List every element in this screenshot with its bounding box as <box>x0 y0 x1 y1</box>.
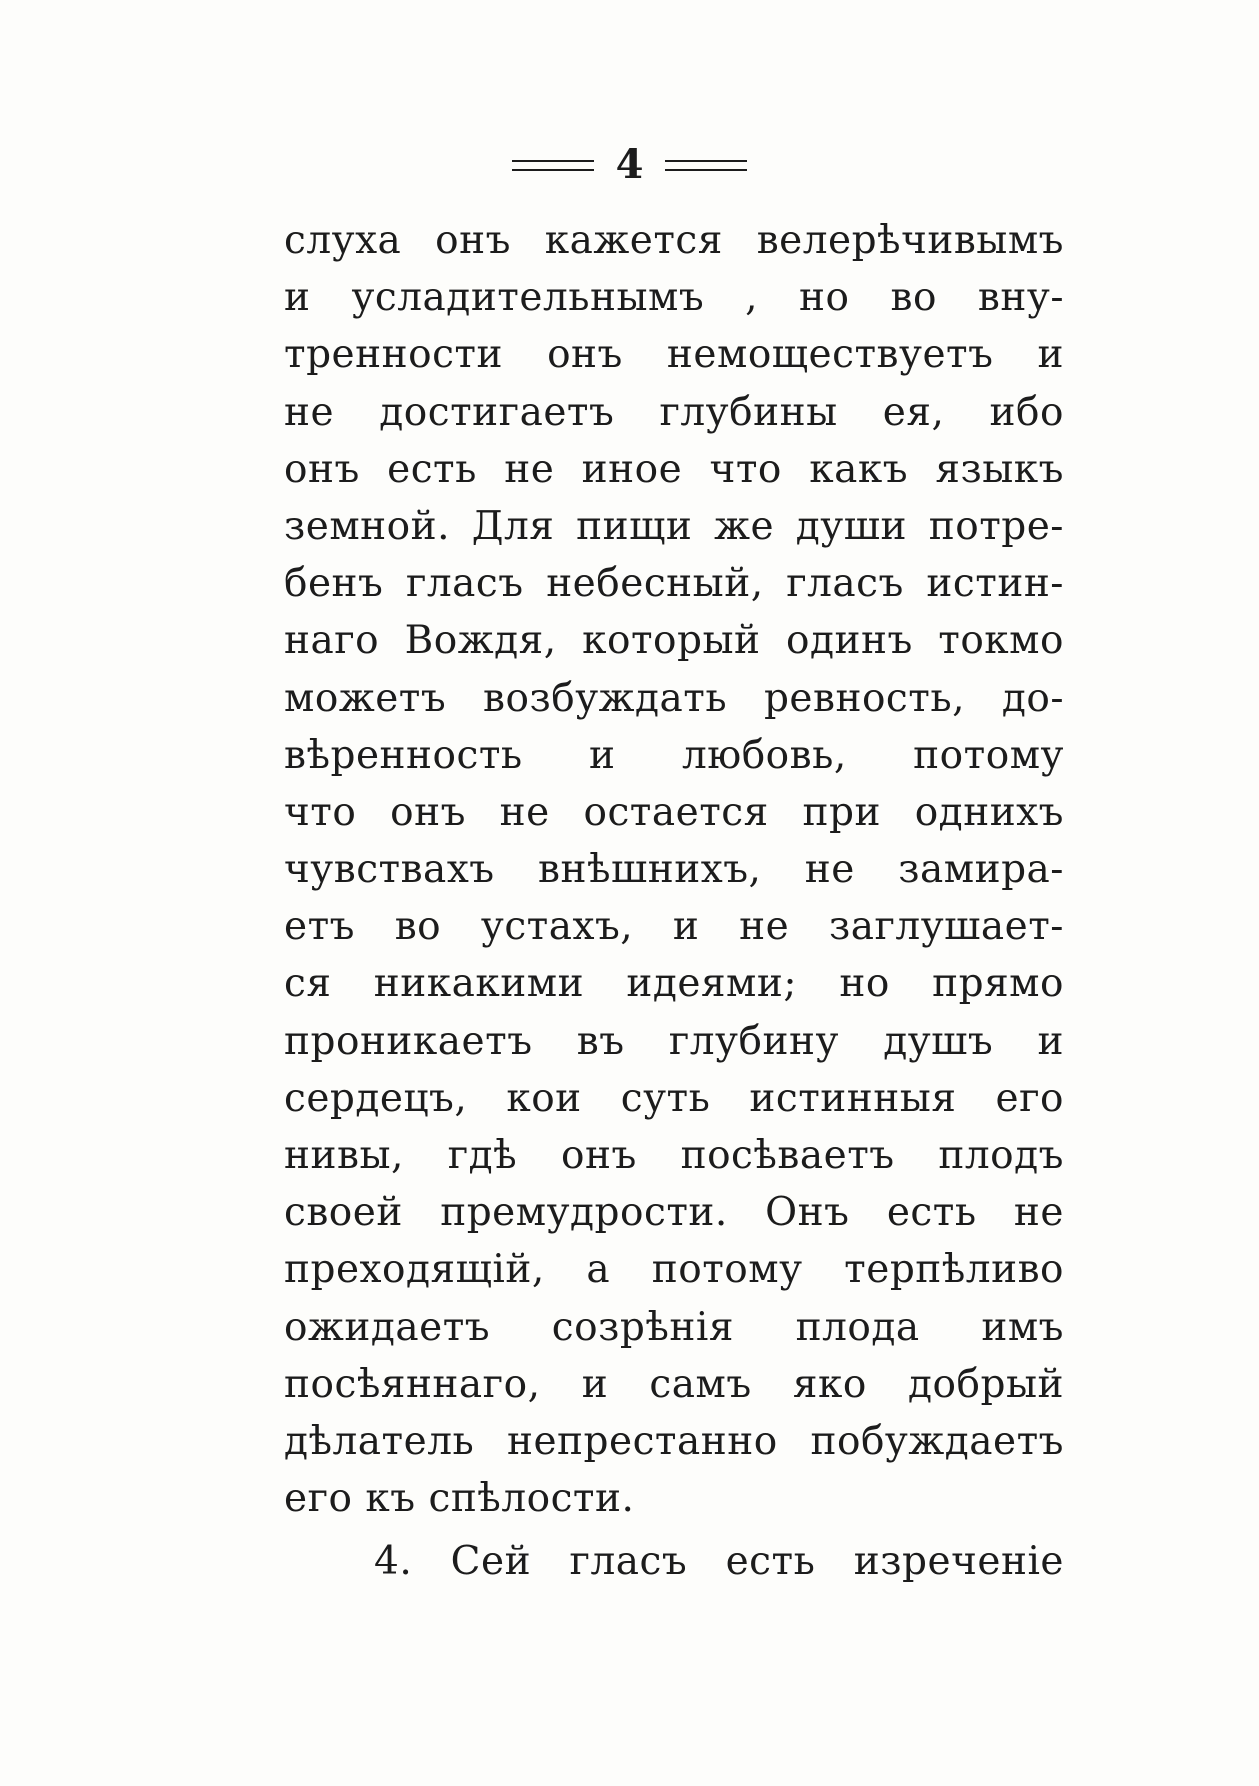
header-rule-left <box>512 160 594 171</box>
text-line: дѣлатель непрестанно побуждаетъ <box>284 1418 1064 1464</box>
text-line: преходящій, а потому терпѣливо <box>284 1247 1064 1293</box>
text-line: ся никакими идеями; но прямо <box>284 961 1064 1007</box>
text-line: чувствахъ внѣшнихъ, не замира- <box>284 847 1064 893</box>
text-line: онъ есть не иное что какъ языкъ <box>284 446 1064 492</box>
text-line: что онъ не остается при однихъ <box>284 789 1064 835</box>
text-line: тренности онъ немоществуетъ и <box>284 332 1064 378</box>
page-header <box>0 140 1259 190</box>
next-paragraph-start: 4. Сей гласъ есть изреченіе <box>374 1539 1064 1585</box>
text-line: и усладительнымъ , но во вну- <box>284 275 1064 321</box>
text-line: бенъ гласъ небесный, гласъ истин- <box>284 561 1064 607</box>
body-text <box>284 212 1064 1591</box>
text-line: не достигаетъ глубины ея, ибо <box>284 389 1064 435</box>
text-line: проникаетъ въ глубину душъ и <box>284 1018 1064 1064</box>
text-line: посѣяннаго, и самъ яко добрый <box>284 1361 1064 1407</box>
text-line: сердецъ, кои суть истинныя его <box>284 1075 1064 1121</box>
text-line: вѣренность и любовь, потому <box>284 732 1064 778</box>
text-line: своей премудрости. Онъ есть не <box>284 1190 1064 1236</box>
text-line: ожидаетъ созрѣнія плода имъ <box>284 1304 1064 1350</box>
text-line: етъ во устахъ, и не заглушает- <box>284 904 1064 950</box>
header-rule-right <box>665 160 747 171</box>
text-line: земной. Для пищи же души потре- <box>284 503 1064 549</box>
text-line: нивы, гдѣ онъ посѣваетъ плодъ <box>284 1133 1064 1178</box>
page-number: 4 <box>615 141 644 188</box>
text-line-last: его къ спѣлости. <box>284 1476 635 1522</box>
text-line: наго Вождя, который одинъ токмо <box>284 618 1064 664</box>
text-line: можетъ возбуждать ревность, до- <box>284 675 1064 721</box>
text-line: слуха онъ кажется велерѣчивымъ <box>284 218 1064 263</box>
